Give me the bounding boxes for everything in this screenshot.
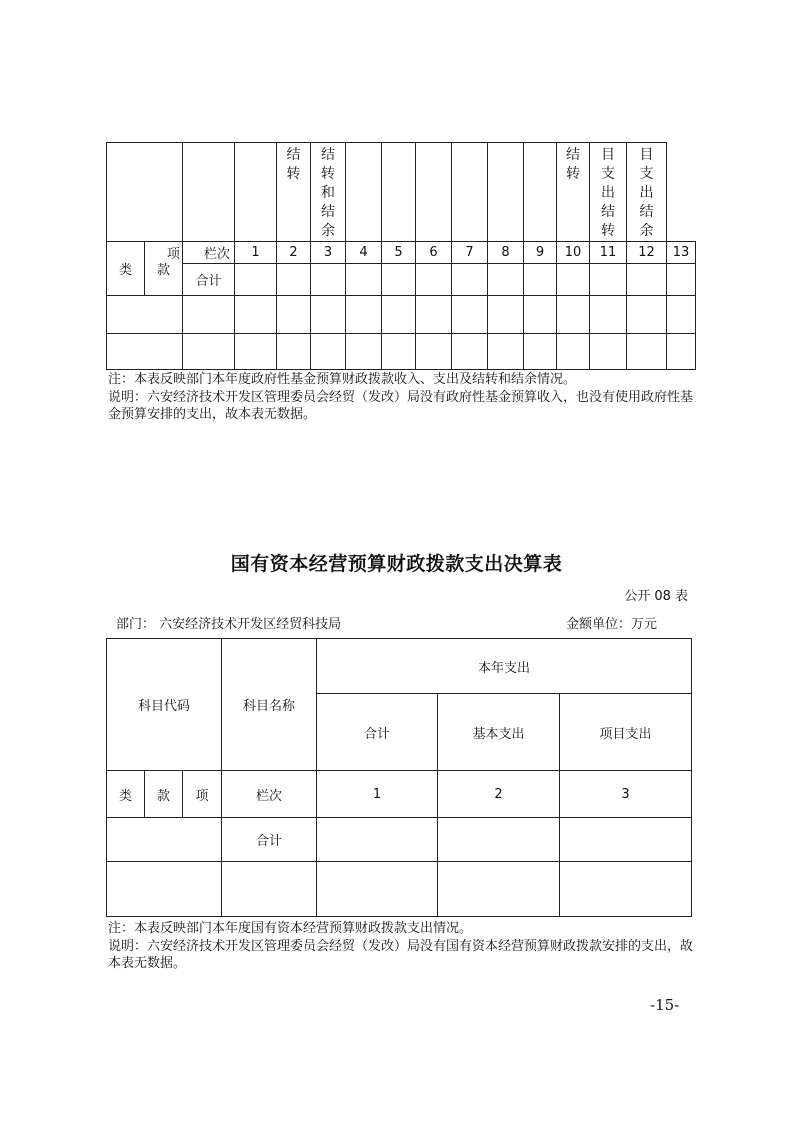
column-number-row — [107, 242, 696, 264]
header-cell — [488, 143, 524, 242]
header-cell: 结转和结余 — [311, 143, 346, 242]
column-number-row — [107, 771, 692, 818]
type-label: 类 — [107, 242, 145, 296]
column-number: 1 — [317, 771, 438, 818]
column-number: 4 — [346, 242, 382, 264]
table-row — [107, 334, 696, 370]
fund-budget-table — [106, 142, 696, 370]
header-cell-name — [183, 143, 235, 242]
column-number: 9 — [524, 242, 557, 264]
total-row — [107, 264, 696, 296]
column-number: 3 — [560, 771, 692, 818]
type-label: 类 — [107, 771, 145, 818]
explanation-1: 说明：六安经济技术开发区管理委员会经贸（发改）局没有政府性基金预算收入，也没有使用政府性基金预算安排的支出，故本表无数据。 — [108, 390, 694, 422]
header-cell — [382, 143, 416, 242]
header-cell — [416, 143, 452, 242]
page-number: -15- — [650, 996, 680, 1014]
current-year-expense-header: 本年支出 — [317, 639, 692, 694]
header-cell: 结转 — [557, 143, 590, 242]
project-expense-header: 项目支出 — [560, 694, 692, 771]
column-number: 6 — [416, 242, 452, 264]
column-number: 13 — [667, 242, 696, 264]
header-cell — [524, 143, 557, 242]
kuan-label: 款 — [145, 771, 183, 818]
note-2: 注：本表反映部门本年度国有资本经营预算财政拨款支出情况。 — [108, 921, 473, 936]
column-number: 2 — [277, 242, 311, 264]
column-row-label: 栏次 — [222, 771, 317, 818]
basic-expense-header: 基本支出 — [438, 694, 560, 771]
total-row — [107, 818, 692, 862]
header-cell-code — [107, 143, 183, 242]
kuan-label: 款 — [145, 242, 183, 296]
explanation-2: 说明：六安经济技术开发区管理委员会经贸（发改）局没有国有资本经营预算财政拨款安排的支出，故本表无数据。 — [108, 939, 694, 971]
table-header-row — [107, 143, 696, 242]
total-header: 合计 — [317, 694, 438, 771]
column-number: 5 — [382, 242, 416, 264]
subject-code-header: 科目代码 — [107, 639, 222, 771]
header-cell — [452, 143, 488, 242]
column-row-label: 项 栏次 — [183, 242, 235, 264]
total-label: 合计 — [222, 818, 317, 862]
header-cell: 目支出结余 — [627, 143, 667, 242]
state-capital-expense-table — [106, 638, 692, 917]
amount-unit: 金额单位：万元 — [566, 617, 658, 632]
column-number: 1 — [235, 242, 277, 264]
column-number: 7 — [452, 242, 488, 264]
column-number: 10 — [557, 242, 590, 264]
note-1: 注：本表反映部门本年度政府性基金预算财政拨款收入、支出及结转和结余情况。 — [108, 372, 577, 387]
column-number: 11 — [590, 242, 627, 264]
table-code: 公开 08 表 — [624, 589, 688, 604]
column-number: 8 — [488, 242, 524, 264]
page-title: 国有资本经营预算财政拨款支出决算表 — [230, 553, 563, 575]
table-row — [107, 296, 696, 334]
header-cell: 结转 — [277, 143, 311, 242]
header-cell: 目支出结转 — [590, 143, 627, 242]
header-cell — [346, 143, 382, 242]
table-row — [107, 862, 692, 917]
department: 部门： 六安经济技术开发区经贸科技局 — [116, 617, 342, 632]
subject-name-header: 科目名称 — [222, 639, 317, 771]
column-number: 3 — [311, 242, 346, 264]
column-number: 12 — [627, 242, 667, 264]
header-cell — [235, 143, 277, 242]
column-number: 2 — [438, 771, 560, 818]
xiang-label: 项 — [183, 771, 222, 818]
total-label: 合计 — [183, 264, 235, 296]
